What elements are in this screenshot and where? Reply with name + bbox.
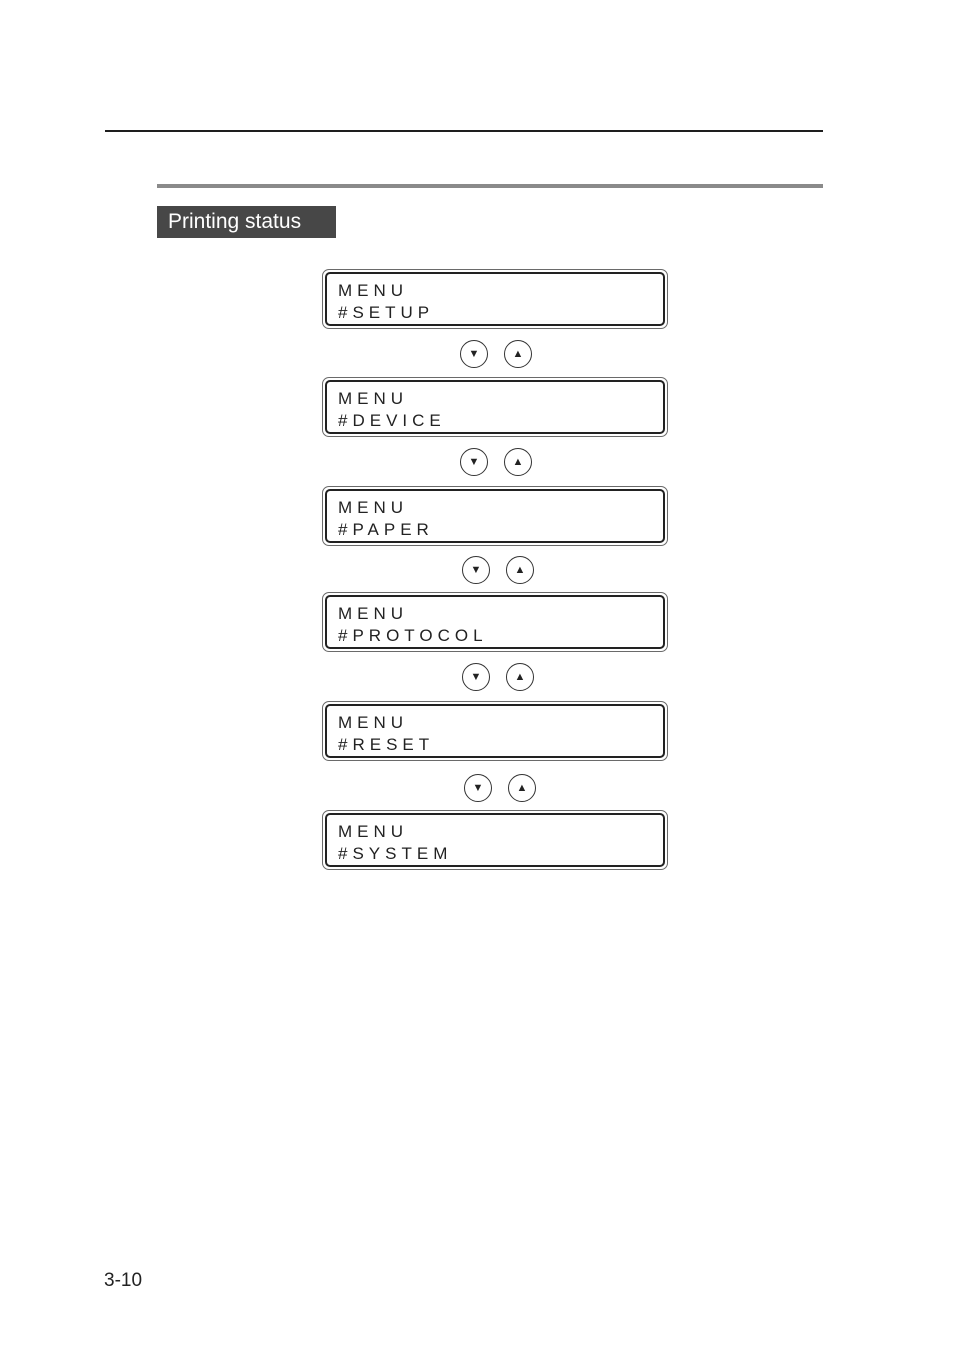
up-arrow-key-icon: ▲ (506, 556, 534, 584)
down-arrow-key-icon: ▼ (464, 774, 492, 802)
lcd-screen-device (322, 377, 668, 437)
lcd-frame (325, 380, 665, 434)
lcd-screen-setup (322, 269, 668, 329)
lcd-line-1: MENU (338, 604, 409, 623)
down-arrow-key-icon: ▼ (460, 448, 488, 476)
up-arrow-key-icon: ▲ (506, 663, 534, 691)
lcd-line-1: MENU (338, 281, 409, 300)
lcd-frame (325, 704, 665, 758)
lcd-line-2: #RESET (338, 735, 435, 754)
down-arrow-key-icon: ▼ (462, 663, 490, 691)
lcd-screen-protocol (322, 592, 668, 652)
lcd-frame (325, 489, 665, 543)
lcd-line-2: #SYSTEM (338, 844, 453, 863)
up-arrow-key-icon: ▲ (504, 340, 532, 368)
lcd-screen-paper (322, 486, 668, 546)
down-arrow-key-icon: ▼ (460, 340, 488, 368)
section-title: Printing status (157, 206, 336, 238)
lcd-screen-system (322, 810, 668, 870)
lcd-line-1: MENU (338, 822, 409, 841)
lcd-line-1: MENU (338, 713, 409, 732)
header-rule (105, 130, 823, 132)
page-number: 3-10 (104, 1270, 143, 1291)
lcd-line-2: #PROTOCOL (338, 626, 488, 645)
lcd-line-1: MENU (338, 498, 409, 517)
lcd-frame (325, 595, 665, 649)
lcd-line-2: #PAPER (338, 520, 434, 539)
up-arrow-key-icon: ▲ (504, 448, 532, 476)
lcd-line-1: MENU (338, 389, 409, 408)
lcd-frame (325, 272, 665, 326)
down-arrow-key-icon: ▼ (462, 556, 490, 584)
lcd-frame (325, 813, 665, 867)
section-rule (157, 184, 823, 188)
lcd-screen-reset (322, 701, 668, 761)
lcd-line-2: #SETUP (338, 303, 435, 322)
lcd-line-2: #DEVICE (338, 411, 446, 430)
up-arrow-key-icon: ▲ (508, 774, 536, 802)
